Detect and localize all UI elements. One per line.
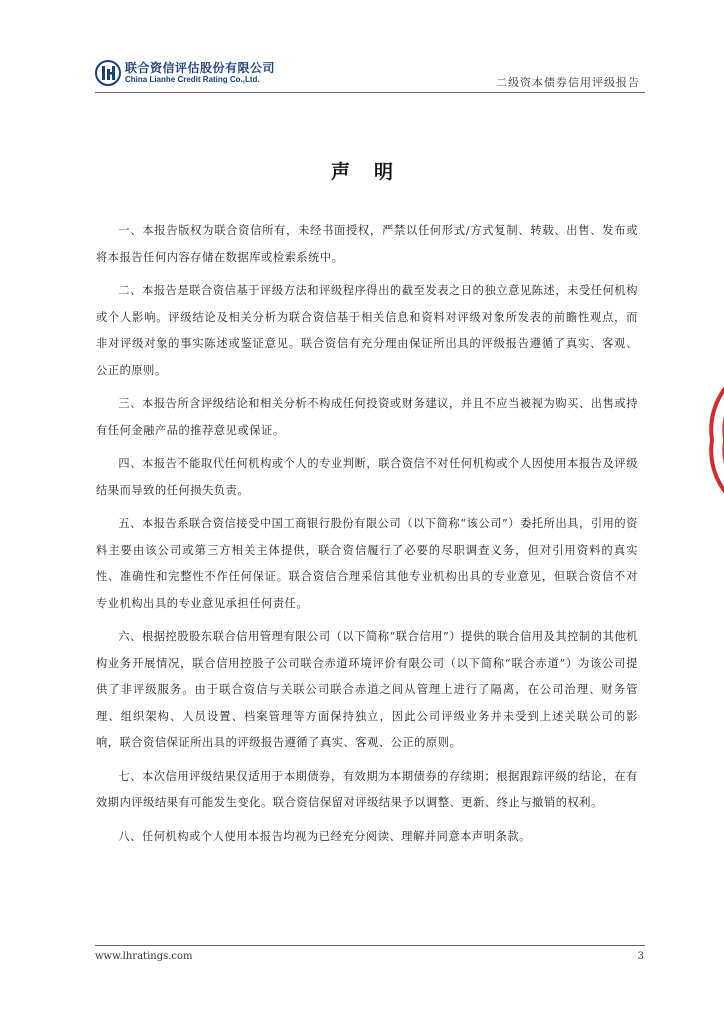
- statement-paragraph: 三、本报告所含评级结论和相关分析不构成任何投资或财务建议，并且不应当被视为购买、出售或持有任何金融产品的推荐意见或保证。: [96, 397, 638, 437]
- seal-stamp-icon: [700, 360, 724, 520]
- statement-paragraph: 七、本次信用评级结果仅适用于本期债券，有效期为本期债券的存续期；根据跟踪评级的结论，在有效期内评级结果有可能发生变化。联合资信保留对评级结果予以调整、更新、终止与撤销的权利。: [96, 769, 638, 809]
- statement-body: [96, 218, 638, 857]
- page-header: [95, 56, 645, 94]
- page-title: 声明: [330, 161, 417, 183]
- footer-url: www.lhratings.com: [95, 951, 193, 962]
- header-divider: [95, 92, 645, 93]
- company-logo-icon: [95, 60, 121, 86]
- report-type: 二级资本债券信用评级报告: [496, 76, 640, 89]
- statement-paragraph: 一、本报告版权为联合资信所有，未经书面授权，严禁以任何形式/方式复制、转载、出售、发布或将本报告任何内容存储在数据库或检索系统中。: [96, 224, 638, 264]
- statement-paragraph: 四、本报告不能取代任何机构或个人的专业判断，联合资信不对任何机构或个人因使用本报告及评级结果而导致的任何损失负责。: [96, 457, 638, 497]
- page-number: 3: [637, 951, 644, 962]
- company-name-cn: 联合资信评估股份有限公司: [125, 61, 276, 75]
- statement-paragraph: 八、任何机构或个人使用本报告均视为已经充分阅读、理解并同意本声明条款。: [118, 829, 531, 843]
- statement-paragraph: 五、本报告系联合资信接受中国工商银行股份有限公司（以下简称“该公司”）委托所出具，引用的资料主要由该公司或第三方相关主体提供，联合资信履行了必要的尽职调查义务，但对引用资料的真实性、准确性和完整性不作任何保证。联合资信合理采信其他专业机构出具的专业意见，但联合资信不对专业机构出具的专业意见承担任何责任。: [96, 517, 638, 610]
- statement-paragraph: 六、根据控股股东联合信用管理有限公司（以下简称“联合信用”）提供的联合信用及其控制的其他机构业务开展情况，联合信用控股子公司联合赤道环境评价有限公司（以下简称“联合赤道”）为该公司提供了非评级服务。由于联合资信与关联公司联合赤道之间从管理上进行了隔离，在公司治理、财务管理、组织架构、人员设置、档案管理等方面保持独立，因此公司评级业务并未受到上述关联公司的影响，联合资信保证所出具的评级报告遵循了真实、客观、公正的原则。: [96, 630, 638, 749]
- company-name-en: China Lianhe Credit Rating Co.,Ltd.: [125, 75, 260, 84]
- statement-paragraph: 二、本报告是联合资信基于评级方法和评级程序得出的截至发表之日的独立意见陈述，未受任何机构或个人影响。评级结论及相关分析为联合资信基于相关信息和资料对评级对象所发表的前瞻性观点，而非对评级对象的事实陈述或鉴证意见。联合资信有充分理由保证所出具的评级报告遵循了真实、客观、公正的原则。: [96, 284, 638, 377]
- footer-divider: [95, 945, 645, 946]
